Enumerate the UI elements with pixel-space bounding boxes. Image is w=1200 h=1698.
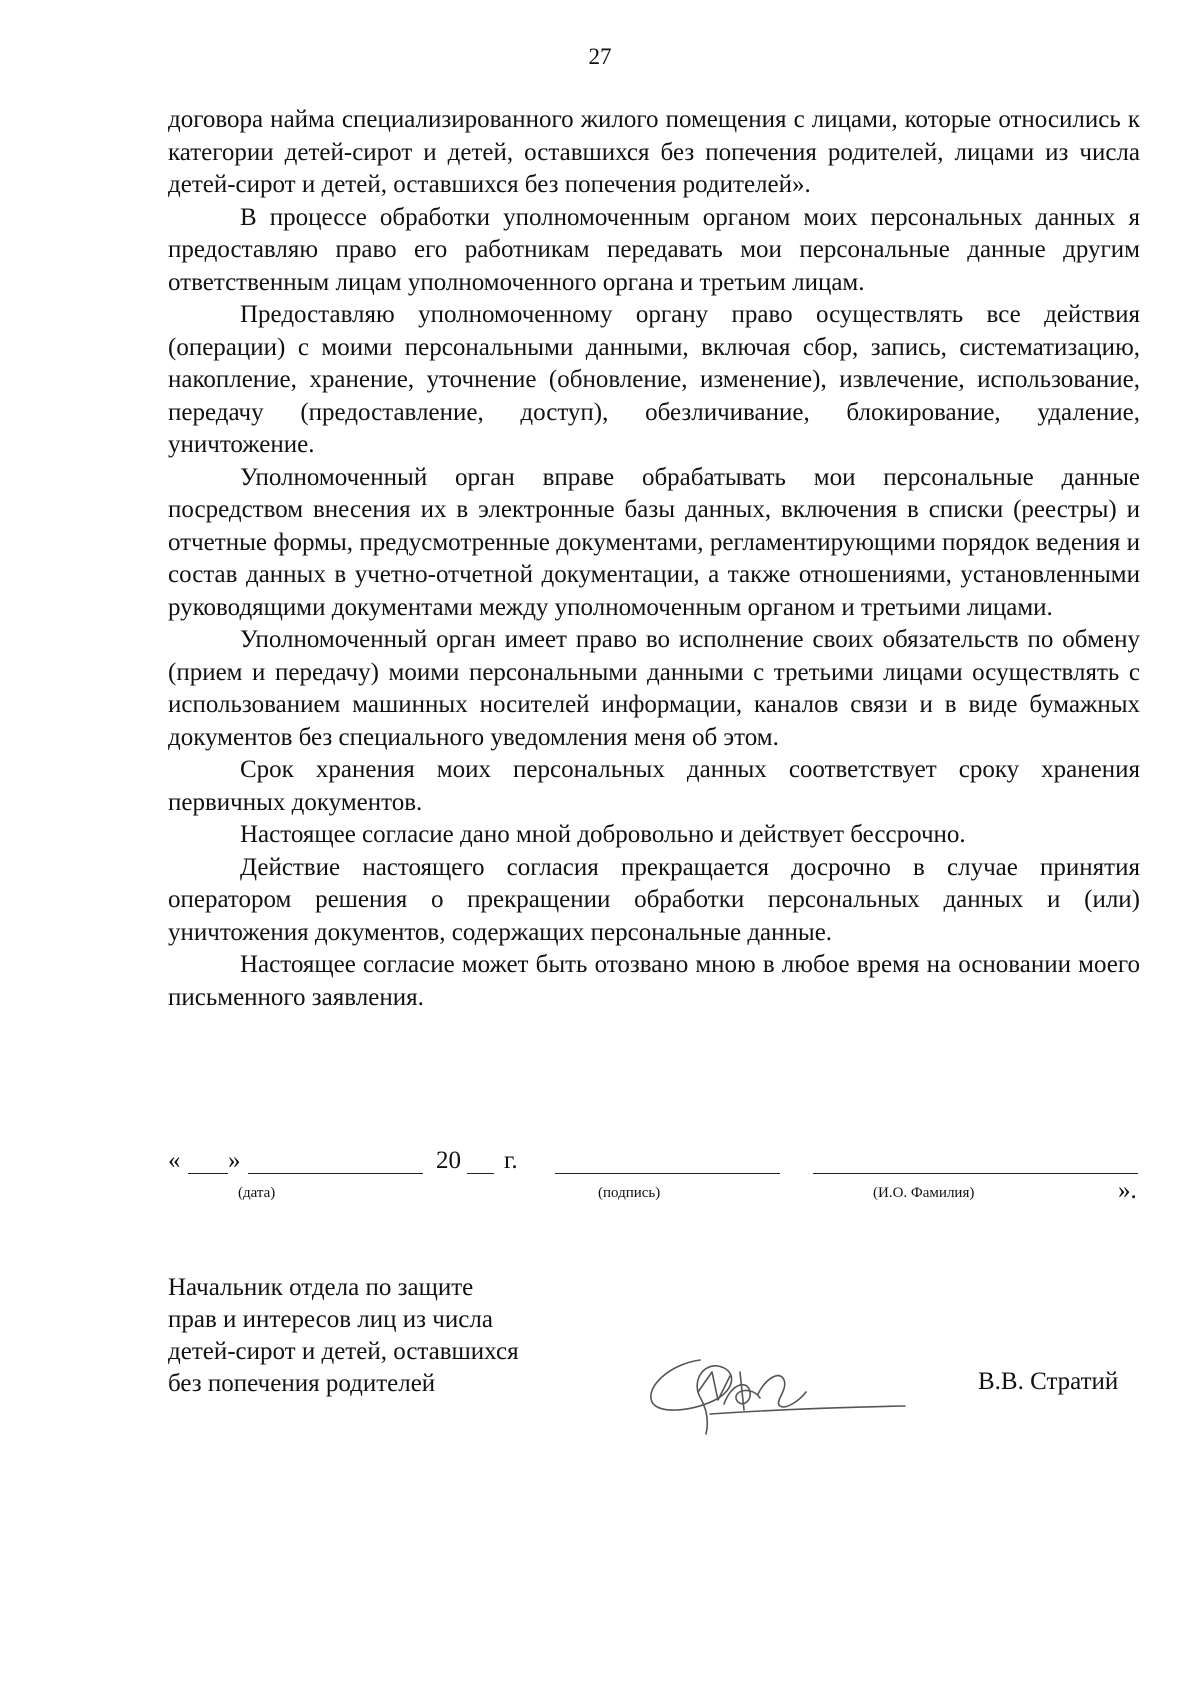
date-quote-open: « [168, 1147, 181, 1174]
paragraph-operations: Предоставляю уполномоченному органу право осуществлять все действия (операции) с моими персональными данными, включая сбор, запись, систематизацию, накопление, хранение, уточнение (обновление, изменение), извлечение, использование, передачу (предоставление, доступ), обезличивание, блокирование, удаление, уничтожение. [168, 301, 1140, 458]
date-caption: (дата) [238, 1185, 276, 1201]
signatory-name: В.В. Стратий [978, 1368, 1119, 1395]
year-prefix: 20 [436, 1147, 461, 1174]
signature-blank-field [555, 1173, 780, 1174]
paragraph-voluntary: Настоящее согласие дано мной добровольно и действует бессрочно. [240, 821, 966, 848]
name-caption: (И.О. Фамилия) [873, 1185, 975, 1201]
page-number: 27 [588, 44, 612, 69]
signatory-title-line: Начальник отдела по защите [168, 1274, 474, 1301]
closing-quote: ». [1118, 1177, 1137, 1204]
signatory-title [168, 1272, 588, 1400]
paragraph-termination: Действие настоящего согласия прекращается досрочно в случае принятия оператором решения о прекращении обработки персональных данных и (или) уничтожения документов, содержащих персональные данные. [168, 853, 1140, 946]
name-blank-field [813, 1173, 1138, 1174]
date-quote-close: » [228, 1147, 241, 1174]
paragraph-exchange: Уполномоченный орган имеет право во исполнение своих обязательств по обмену (прием и передачу) моими персональными данными с третьими лицами осуществлять с использованием машинных носителей информации, каналов связи и в виде бумажных документов без специального уведомления меня об этом. [168, 626, 1140, 751]
document-body [168, 104, 1140, 1014]
signature-caption: (подпись) [598, 1185, 661, 1201]
signatory-title-line: без попечения родителей [168, 1370, 436, 1397]
signatory-title-line: прав и интересов лиц из числа [168, 1306, 493, 1333]
paragraph-processing: Уполномоченный орган вправе обрабатывать мои персональные данные посредством внесения их в электронные базы данных, включения в списки (реестры) и отчетные формы, предусмотренные документами, регламентирующими порядок ведения и состав данных в учетно-отчетной документации, а также отношениями, установленными руководящими документами между уполномоченным органом и третьими лицами. [168, 463, 1140, 621]
year-suffix: г. [504, 1147, 518, 1174]
paragraph-revocation: Настоящее согласие может быть отозвано мною в любое время на основании моего письменного заявления. [168, 951, 1140, 1011]
signature-form-line [168, 1147, 1148, 1217]
month-blank-field [248, 1173, 423, 1174]
year-blank-field [467, 1173, 494, 1174]
handwritten-signature [640, 1342, 910, 1442]
paragraph-storage-term: Срок хранения моих персональных данных соответствует сроку хранения первичных документов. [168, 756, 1140, 816]
day-blank-field [188, 1173, 228, 1174]
paragraph-data-transfer: В процессе обработки уполномоченным органом моих персональных данных я предоставляю право его работникам передавать мои персональные данные другим ответственным лицам уполномоченного органа и третьим лицам. [168, 203, 1140, 296]
paragraph-continuation: договора найма специализированного жилого помещения с лицами, которые относились к категории детей-сирот и детей, оставшихся без попечения родителей, лицами из числа детей-сирот и детей, оставшихся без попечения родителей». [168, 106, 1140, 198]
signatory-title-line: детей-сирот и детей, оставшихся [168, 1338, 519, 1365]
